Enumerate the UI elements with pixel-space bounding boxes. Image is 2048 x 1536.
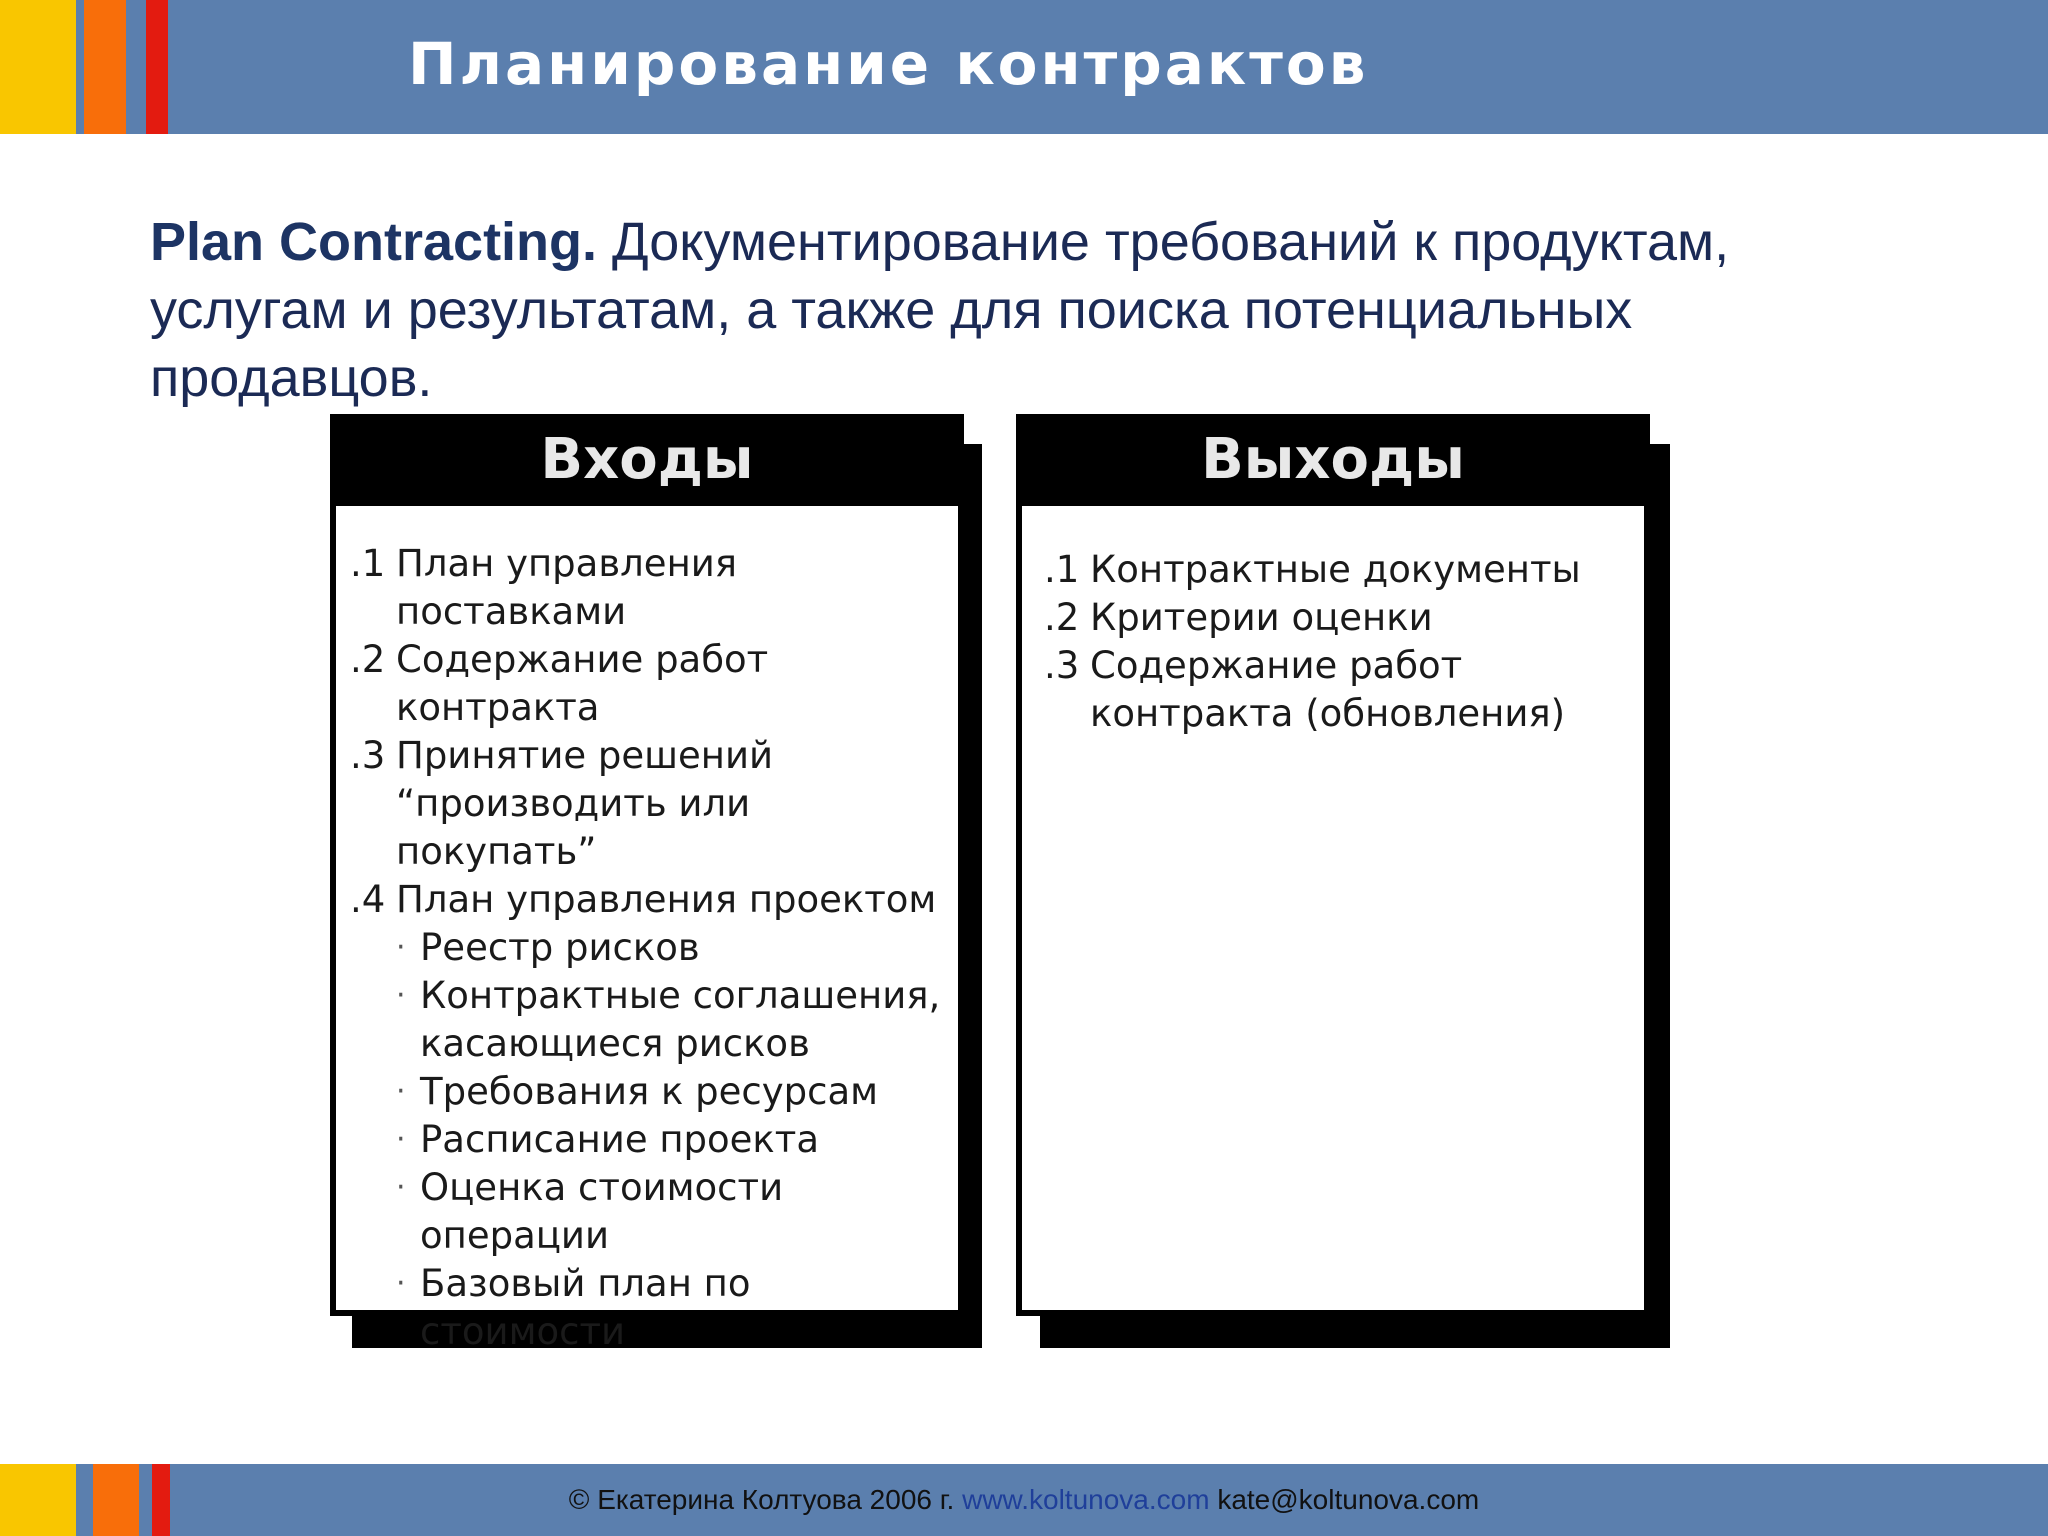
list-item bbox=[350, 540, 960, 636]
page-title: Планирование контрактов bbox=[408, 30, 1369, 98]
inputs-heading: Входы bbox=[540, 427, 754, 492]
list-item bbox=[1044, 642, 1644, 738]
list-item-line: “производить или покупать” bbox=[396, 782, 751, 873]
bullet-icon: · bbox=[396, 1170, 406, 1205]
sublist-item bbox=[350, 1116, 960, 1164]
list-item-number: .2 bbox=[1044, 596, 1080, 639]
inputs-body bbox=[336, 506, 958, 1353]
list-item-line: Содержание работ контракта bbox=[396, 638, 769, 729]
sublist-item-line: Базовый план по стоимости bbox=[420, 1262, 751, 1353]
list-item bbox=[1044, 546, 1644, 594]
list-item-number: .3 bbox=[1044, 644, 1080, 687]
list-item-number: .1 bbox=[350, 542, 386, 585]
bullet-icon: · bbox=[396, 1122, 406, 1157]
outputs-panel bbox=[1016, 414, 1670, 1348]
sublist-item bbox=[350, 1260, 960, 1356]
footer-text bbox=[0, 1484, 2048, 1516]
sublist-item bbox=[350, 924, 960, 972]
accent-stripe-orange bbox=[84, 0, 126, 134]
list-item-line: Содержание работ bbox=[1090, 644, 1463, 687]
sublist-item-line: Реестр рисков bbox=[420, 926, 700, 969]
intro-text: Документирование требований к продуктам, услугам и результатам, а также для поиска потенциальных продавцов. bbox=[150, 212, 1730, 408]
outputs-heading: Выходы bbox=[1201, 427, 1465, 492]
sublist-item bbox=[350, 1068, 960, 1116]
footer-site-link[interactable]: www.koltunova.com bbox=[962, 1484, 1210, 1515]
list-item bbox=[1044, 594, 1644, 642]
list-item bbox=[350, 636, 960, 732]
list-item-line: План управления bbox=[396, 542, 738, 585]
accent-stripe-red bbox=[146, 0, 168, 134]
outputs-body bbox=[1022, 506, 1644, 1310]
list-item-number: .2 bbox=[350, 638, 386, 681]
bullet-icon: · bbox=[396, 978, 406, 1013]
bullet-icon: · bbox=[396, 1266, 406, 1301]
sublist-item-line: Расписание проекта bbox=[420, 1118, 819, 1161]
list-item-number: .1 bbox=[1044, 548, 1080, 591]
inputs-panel bbox=[330, 414, 982, 1353]
list-item-line: Принятие решений bbox=[396, 734, 774, 777]
sublist-item bbox=[350, 1164, 960, 1260]
list-item-line: Критерии оценки bbox=[1090, 596, 1433, 639]
sublist-item bbox=[350, 972, 960, 1068]
list-item bbox=[350, 732, 960, 876]
inputs-panel-frame bbox=[330, 414, 964, 1353]
accent-stripe-yellow bbox=[0, 0, 76, 134]
sublist-item-line: Требования к ресурсам bbox=[420, 1070, 879, 1113]
list-item-line: План управления проектом bbox=[396, 878, 937, 921]
outputs-panel-frame bbox=[1016, 414, 1650, 1316]
list-item-line: контракта (обновления) bbox=[1090, 692, 1566, 735]
bullet-icon: · bbox=[396, 1074, 406, 1109]
footer-email[interactable]: kate@koltunova.com bbox=[1217, 1484, 1480, 1515]
list-item-line: Контрактные документы bbox=[1090, 548, 1581, 591]
list-item-number: .3 bbox=[350, 734, 386, 777]
sublist-item-line: операции bbox=[420, 1214, 610, 1257]
intro-paragraph bbox=[150, 208, 1850, 412]
bullet-icon: · bbox=[396, 930, 406, 965]
list-item bbox=[350, 876, 960, 924]
sublist-item-line: Контрактные соглашения, bbox=[420, 974, 941, 1017]
list-item-line: поставками bbox=[396, 590, 627, 633]
intro-lead: Plan Contracting. bbox=[150, 212, 598, 272]
list-item-number: .4 bbox=[350, 878, 386, 921]
sublist-item-line: касающиеся рисков bbox=[420, 1022, 810, 1065]
sublist-item-line: Оценка стоимости bbox=[420, 1166, 784, 1209]
footer-copyright: © Екатерина Колтуова 2006 г. bbox=[568, 1484, 955, 1515]
